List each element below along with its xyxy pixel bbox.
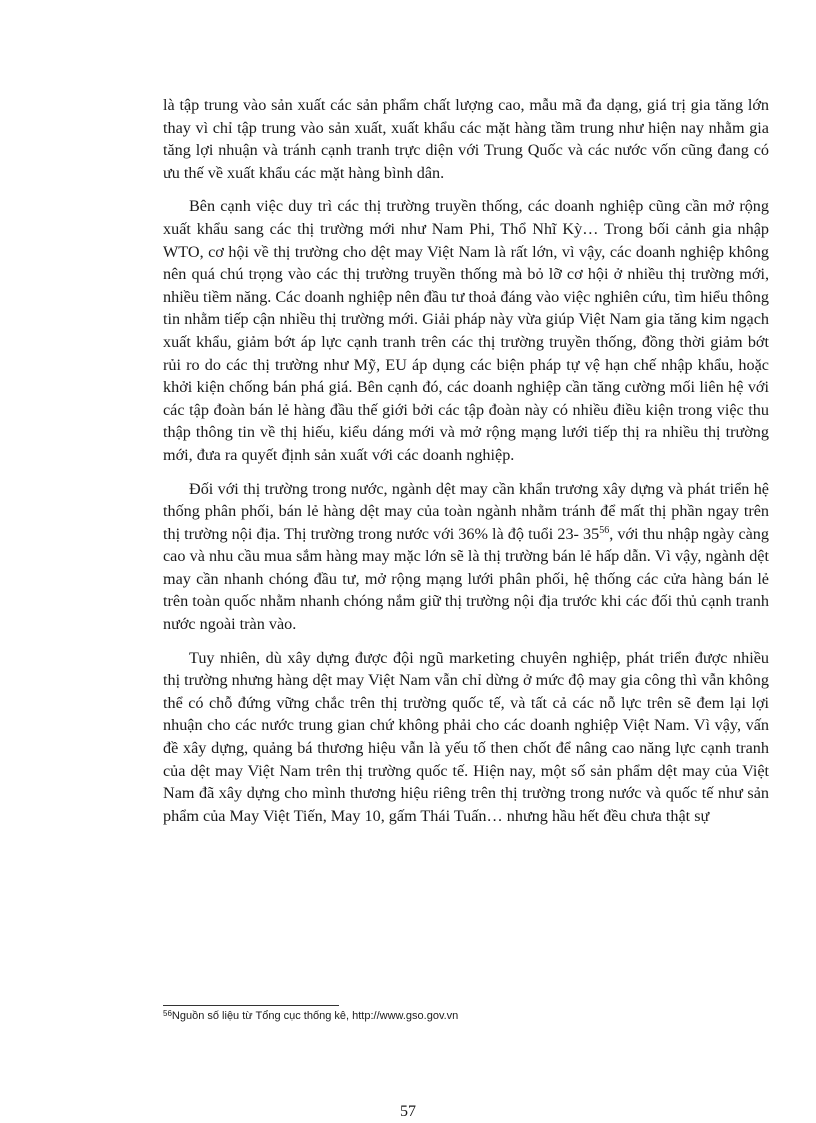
body-text: [163, 94, 769, 838]
footnote-text: Nguồn số liệu từ Tổng cục thống kê, http://www.gso.gov.vn: [171, 1010, 459, 1022]
paragraph-domestic-text-1: Đối với thị trường trong nước, ngành dệt may cần khẩn trương xây dựng và phát triển hệ thống phân phối, bán lẻ hàng dệt may của toàn ngành nhằm tránh để mất thị phần ngay trên thị trường nội địa. Thị trường trong nước với 36% là độ tuổi 23- 35: [163, 479, 769, 543]
footnote: [163, 1009, 763, 1023]
paragraph-continuation: là tập trung vào sản xuất các sản phẩm chất lượng cao, mẫu mã đa dạng, giá trị gia tăng lớn thay vì chỉ tập trung vào sản xuất, xuất khẩu các mặt hàng tầm trung như hiện nay nhằm gia tăng lợi nhuận và tránh cạnh tranh trực diện với Trung Quốc và các nước vốn cũng đang có ưu thế về xuất khẩu các mặt hàng bình dân.: [163, 96, 769, 182]
footnote-number: 56: [163, 1009, 172, 1018]
paragraph-branding: Tuy nhiên, dù xây dựng được đội ngũ marketing chuyên nghiệp, phát triển được nhiều thị trường nhưng hàng dệt may Việt Nam vẫn chỉ dừng ở mức độ may gia công thì vẫn không thể có chỗ đứng vững chắc trên thị trường quốc tế, và tất cả các nỗ lực trên sẽ đem lại lợi nhuận cho các nước trung gian chứ không phải cho các doanh nghiệp Việt Nam. Vì vậy, vấn đề xây dựng, quảng bá thương hiệu vẫn là yếu tố then chốt để nâng cao năng lực cạnh tranh của dệt may Việt Nam trên thị trường quốc tế. Hiện nay, một số sản phẩm dệt may của Việt Nam đã xây dựng cho mình thương hiệu riêng trên thị trường trong nước và quốc tế như sản phẩm của May Việt Tiến, May 10, gấm Thái Tuấn… nhưng hầu hết đều chưa thật sự: [163, 648, 769, 825]
page-number: 57: [400, 1103, 416, 1120]
paragraph-domestic-text-2: , với thu nhập ngày càng cao và nhu cầu mua sắm hàng may mặc lớn sẽ là thị trường bán lẻ hấp dẫn. Vì vậy, ngành dệt may cần nhanh chóng đầu tư, mở rộng mạng lưới phân phối, hệ thống các cửa hàng bán lẻ trên toàn quốc nhằm nhanh chóng nắm giữ thị trường nội địa trước khi các đối thủ cạnh tranh nước ngoài tràn vào.: [163, 524, 769, 634]
footnote-divider: [163, 1005, 339, 1006]
paragraph-domestic-market: [163, 478, 769, 636]
footnote-reference[interactable]: 56: [599, 524, 610, 536]
paragraph-new-markets: Bên cạnh việc duy trì các thị trường truyền thống, các doanh nghiệp cũng cần mở rộng xuất khẩu sang các thị trường mới như Nam Phi, Thổ Nhĩ Kỳ… Trong bối cảnh gia nhập WTO, cơ hội về thị trường cho dệt may Việt Nam là rất lớn, vì vậy, các doanh nghiệp không nên quá chú trọng vào các thị trường truyền thống mà bỏ lỡ cơ hội ở nhiều thị trường mới, nhiều tiềm năng. Các doanh nghiệp nên đầu tư thoả đáng vào việc nghiên cứu, tìm hiểu thông tin nhằm tiếp cận nhiều thị trường mới. Giải pháp này vừa giúp Việt Nam gia tăng kim ngạch xuất khẩu, giảm bớt áp lực cạnh tranh trên các thị trường truyền thống, đồng thời giảm bớt rủi ro do các thị trường như Mỹ, EU áp dụng các biện pháp tự vệ hạn chế nhập khẩu, hoặc khởi kiện chống bán phá giá. Bên cạnh đó, các doanh nghiệp cần tăng cường mối liên hệ với các tập đoàn bán lẻ hàng đầu thế giới bởi các tập đoàn này có nhiều điều kiện trong việc thu thập thông tin về thị hiếu, kiểu dáng mới và mở rộng mạng lưới tiếp thị ra nhiều thị trường mới, đưa ra quyết định sản xuất với các doanh nghiệp.: [163, 197, 769, 464]
